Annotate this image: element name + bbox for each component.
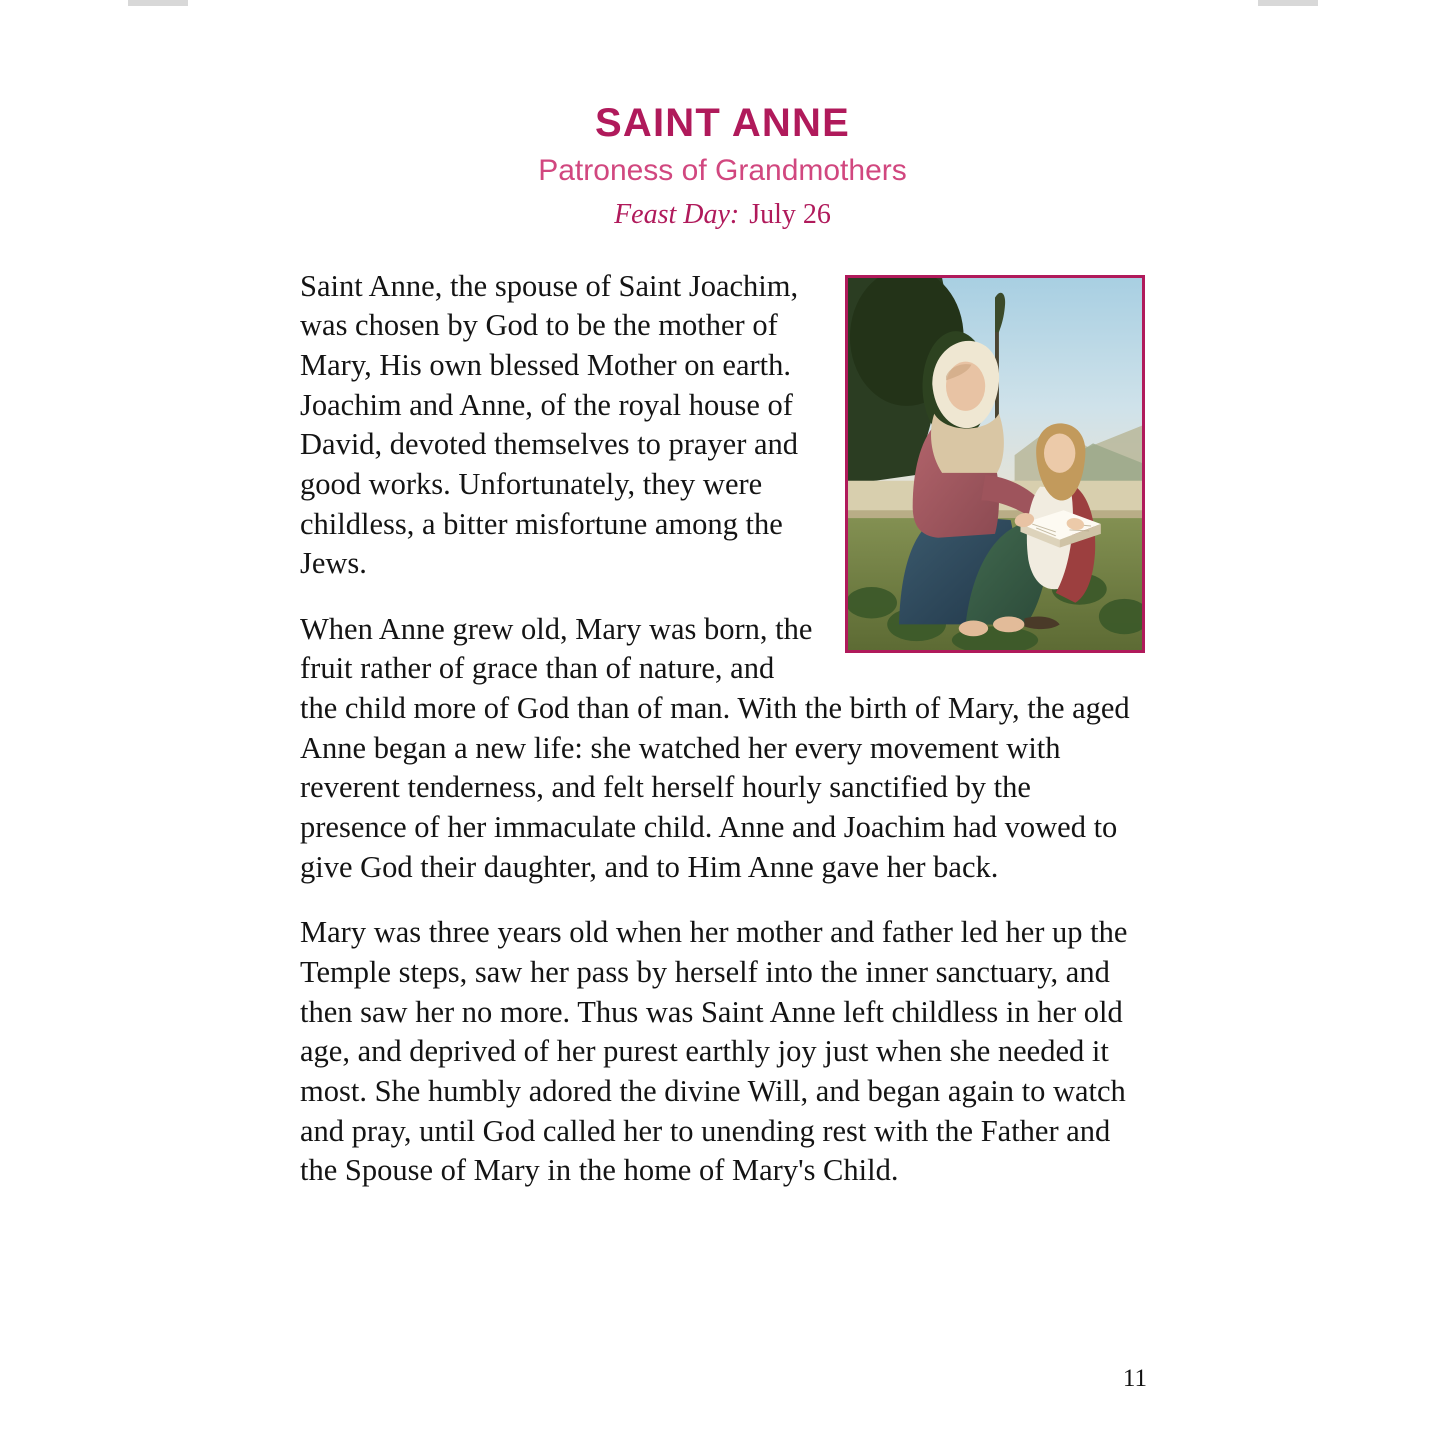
- feast-day-line: [0, 199, 1445, 231]
- illustration-frame: [845, 275, 1145, 653]
- page-content: [300, 267, 1145, 1191]
- body-paragraph-3: Mary was three years old when her mother and father led her up the Temple steps, saw her pass by herself into the inner sanctuary, and then saw her no more. Thus was Saint Anne left childless in her old age, and deprived of her purest earthly joy just when she needed it most. She humbly adored the divine Will, and began again to watch and pray, until God called her to unending rest with the Father and the Spouse of Mary in the home of Mary's Child.: [300, 915, 1128, 1188]
- page-subtitle: Patroness of Grandmothers: [538, 154, 907, 187]
- saint-anne-painting-icon: [848, 278, 1142, 650]
- body-paragraph-1: Saint Anne, the spouse of Saint Joachim, was chosen by God to be the mother of Mary, His own blessed Mother on earth. Joachim and Anne, of the royal house of David, devoted themselves to prayer and good works. Unfortunately, they were childless, a bitter misfortune among the Jews.: [300, 268, 799, 581]
- page-header: [0, 0, 1445, 231]
- page-title: SAINT ANNE: [595, 101, 850, 145]
- saint-illustration: [845, 275, 1145, 653]
- feast-day-label: Feast Day:: [614, 198, 740, 230]
- body-paragraph-2: When Anne grew old, Mary was born, the fruit rather of grace than of nature, and the child more of God than of man. With the birth of Mary, the aged Anne began a new life: she watched her every movement with reverent tenderness, and felt herself hourly sanctified by the presence of her immaculate child. Anne and Joachim had vowed to give God their daughter, and to Him Anne gave her back.: [300, 611, 1130, 884]
- page-number: 11: [1122, 1365, 1147, 1392]
- feast-day-date: July 26: [749, 198, 831, 230]
